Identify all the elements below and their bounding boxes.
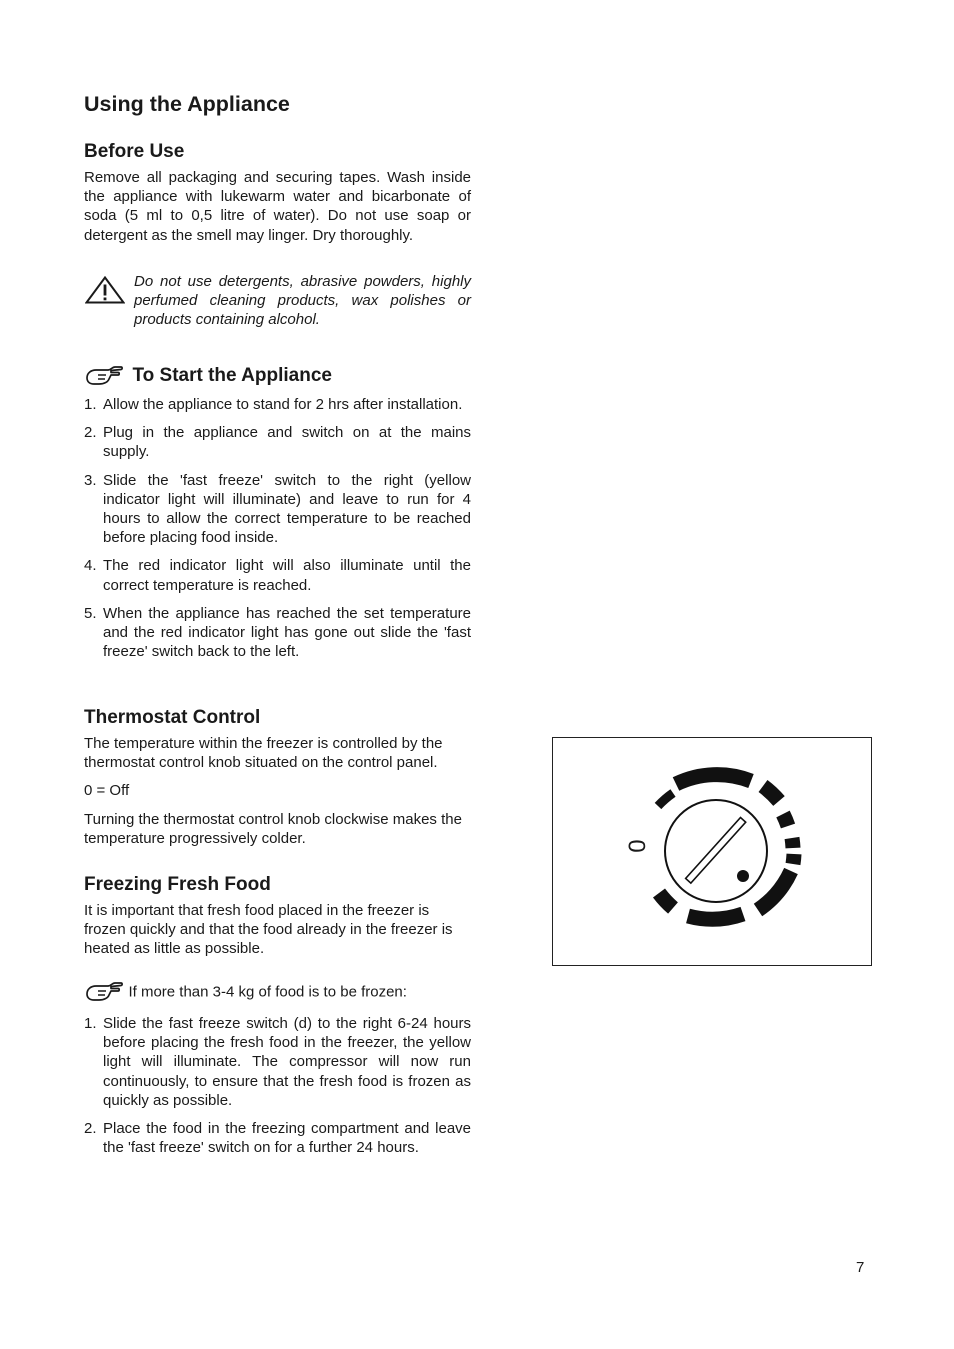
thermostat-text-3: Turning the thermostat control knob clockwise makes the temperature progressively colder. — [84, 811, 462, 848]
list-item: 1. Slide the fast freeze switch (d) to the right 6-24 hours before placing the fresh food in the freezer, the yellow light will illuminate. The compressor will now run continuously, to ensure that the fresh food is frozen as quickly as possible. — [84, 1015, 471, 1109]
freezing-note-row — [84, 979, 471, 1005]
thermostat-text-1: The temperature within the freezer is controlled by the thermostat control knob situated on the control panel. — [84, 735, 443, 772]
thermostat-knob-icon — [553, 738, 871, 965]
list-item: 2. Plug in the appliance and switch on at the mains supply. — [84, 424, 471, 461]
warning-text: Do not use detergents, abrasive powders, highly perfumed cleaning products, wax polishes or products containing alcohol. — [134, 273, 471, 329]
thermostat-text-2: 0 = Off — [84, 782, 130, 799]
list-item: 1. Allow the appliance to stand for 2 hrs after installation. — [84, 396, 463, 413]
freezing-steps-list — [84, 1014, 471, 1166]
thermostat-heading: Thermostat Control — [84, 707, 261, 728]
freezing-heading: Freezing Fresh Food — [84, 874, 271, 895]
before-use-text: Remove all packaging and securing tapes. Wash inside the appliance with lukewarm water and bicarbonate of soda (5 ml to 0,5 litre of water). Do not use soap or detergent as the smell may linger. Dry thoroughly. — [84, 169, 471, 244]
list-item: 2. Place the food in the freezing compartment and leave the 'fast freeze' switch on for a further 24 hours. — [84, 1120, 471, 1157]
thermostat-figure — [552, 737, 872, 966]
start-heading: To Start the Appliance — [132, 365, 332, 386]
freezing-note: If more than 3-4 kg of food is to be frozen: — [128, 983, 407, 1001]
list-item: 4. The red indicator light will also illuminate until the correct temperature is reached. — [84, 557, 471, 594]
start-steps-list — [84, 395, 471, 670]
warning-block — [84, 272, 471, 330]
start-heading-row — [84, 363, 471, 389]
page-title: Using the Appliance — [84, 92, 290, 116]
pointing-hand-icon — [84, 363, 124, 389]
off-label: 0 — [622, 839, 650, 853]
list-item: 5. When the appliance has reached the set temperature and the red indicator light has gone out slide the 'fast freeze' switch back to the left. — [84, 604, 471, 661]
list-item: 3. Slide the 'fast freeze' switch to the right (yellow indicator light will illuminate) and leave to run for 4 hours to allow the correct temperature to be reached before placing food inside. — [84, 471, 471, 547]
before-use-heading: Before Use — [84, 141, 185, 162]
pointing-hand-icon — [84, 979, 124, 1005]
warning-triangle-icon — [85, 276, 125, 304]
freezing-text: It is important that fresh food placed in the freezer is frozen quickly and that the food already in the freezer is heated as little as possible. — [84, 902, 453, 958]
page-number: 7 — [856, 1259, 865, 1276]
